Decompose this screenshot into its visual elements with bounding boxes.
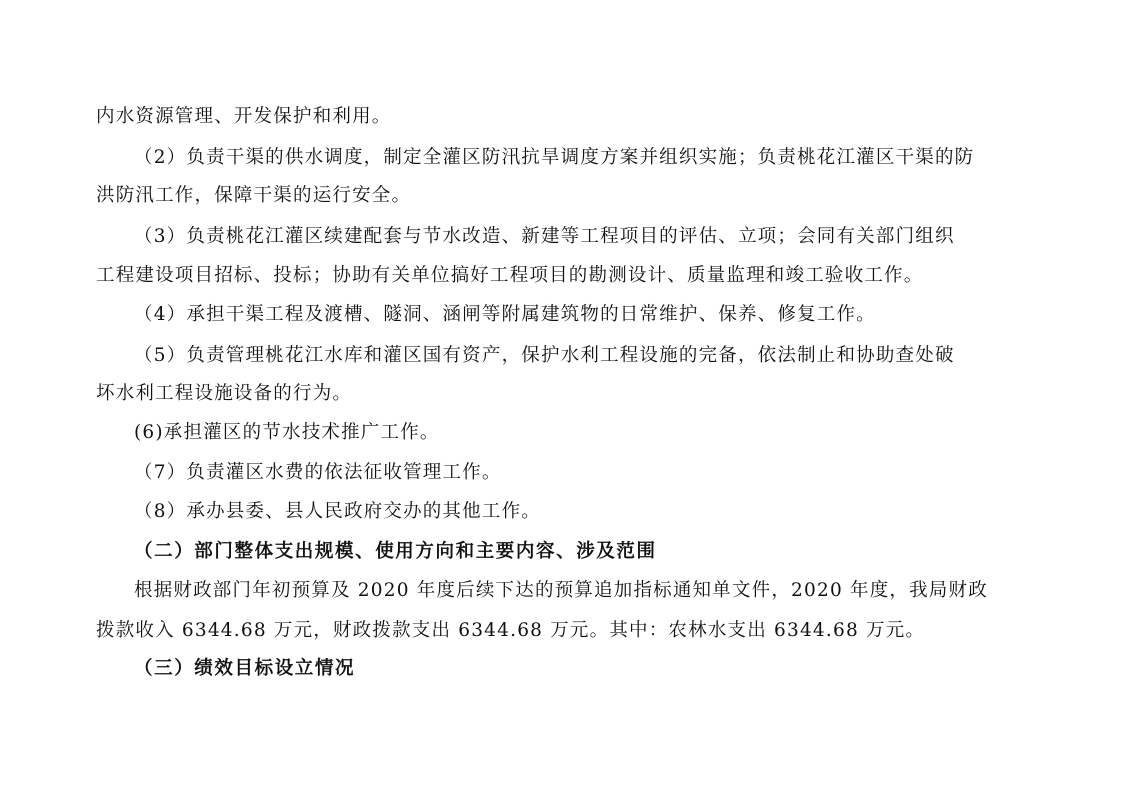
- paragraph-line: 内水资源管理、开发保护和利用。: [96, 106, 392, 127]
- section-heading: （三）绩效目标设立情况: [134, 658, 356, 679]
- paragraph-line: （3）负责桃花江灌区续建配套与节水改造、新建等工程项目的评估、立项；会同有关部门组织: [134, 226, 955, 247]
- paragraph-line: (6)承担灌区的节水技术推广工作。: [134, 422, 440, 443]
- paragraph-line: （5）负责管理桃花江水库和灌区国有资产，保护水利工程设施的完备，依法制止和协助查处破: [134, 345, 955, 366]
- section-heading: （二）部门整体支出规模、使用方向和主要内容、涉及范围: [134, 541, 657, 562]
- paragraph-line: （7）负责灌区水费的依法征收管理工作。: [134, 462, 502, 483]
- paragraph-line: （4）承担干渠工程及渡槽、隧洞、涵闸等附属建筑物的日常维护、保养、修复工作。: [134, 304, 876, 325]
- paragraph-line: （2）负责干渠的供水调度，制定全灌区防汛抗旱调度方案并组织实施；负责桃花江灌区干渠的防: [134, 147, 975, 168]
- paragraph-line: 拨款收入 6344.68 万元，财政拨款支出 6344.68 万元。其中：农林水支出 6344.68 万元。: [96, 620, 926, 641]
- paragraph-line: 坏水利工程设施设备的行为。: [96, 383, 353, 404]
- paragraph-line: 洪防汛工作，保障干渠的运行安全。: [96, 185, 412, 206]
- paragraph-line: （8）承办县委、县人民政府交办的其他工作。: [134, 501, 541, 522]
- paragraph-line: 工程建设项目招标、投标；协助有关单位搞好工程项目的勘测设计、质量监理和竣工验收工作。: [96, 265, 924, 286]
- paragraph-line: 根据财政部门年初预算及 2020 年度后续下达的预算追加指标通知单文件，2020 年度，我局财政: [134, 580, 988, 601]
